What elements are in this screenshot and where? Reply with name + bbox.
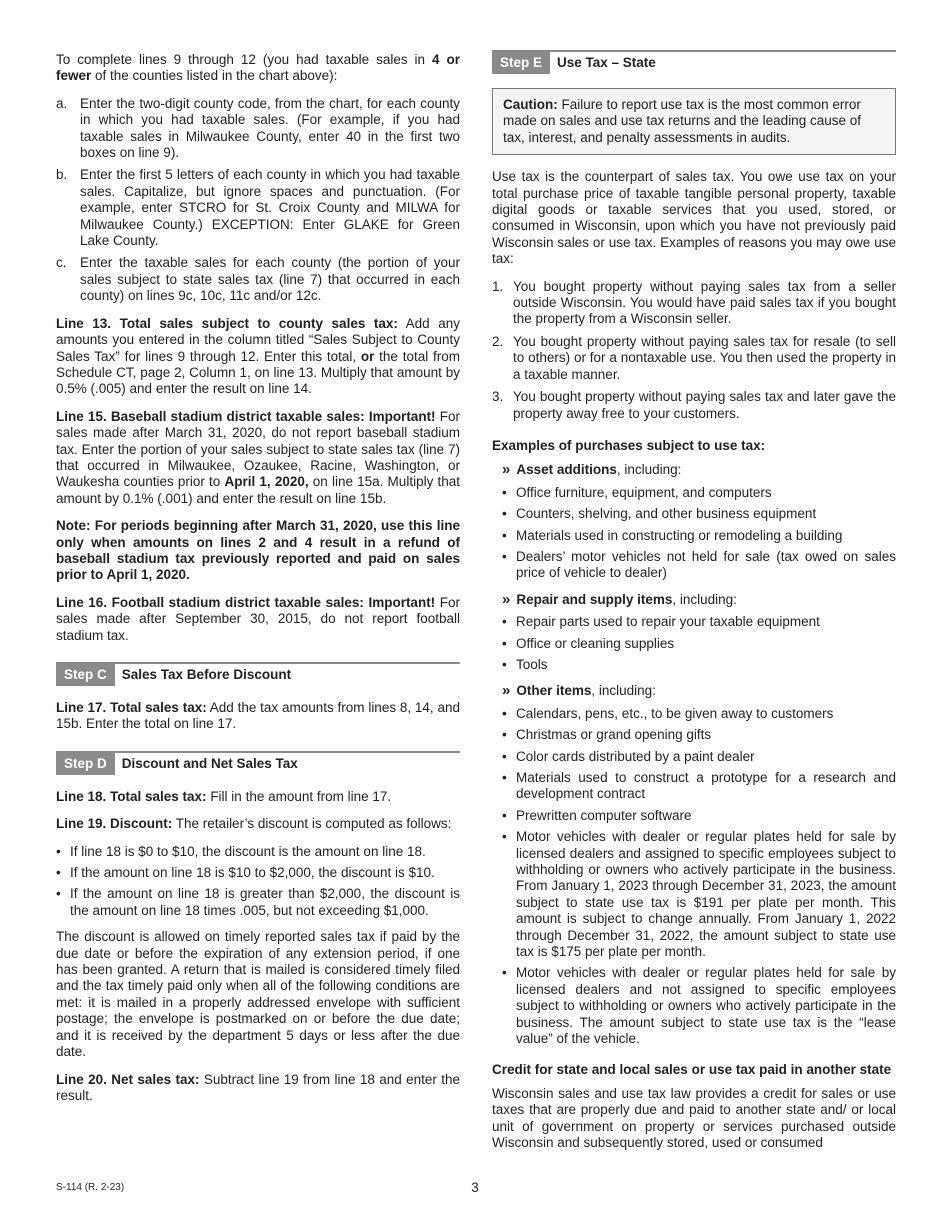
list-item: • Prewritten computer software — [502, 807, 692, 823]
note-paragraph: Note: For periods beginning after March 31, 2020, use this line only when amounts on lines 2 and 4 result in a refund of baseball stadium tax previously reported and paid on sales prior to April 1, 2020. — [56, 518, 460, 583]
list-item: • Counters, shelving, and other business equipment — [502, 506, 817, 522]
list-item: • Materials used to construct a prototype for a research and development contract — [502, 770, 896, 802]
left-column — [56, 52, 460, 1115]
line13-paragraph: Line 13. Total sales subject to county sales tax: Add any amounts you entered in the column titled “Sales Subject to County Sales Tax” for lines 9 through 12. Enter this total, or the total from Schedule CT, page 2, Column 1, on line 13. Multiply that amount by 0.5% (.005) and enter the result on line 14. — [56, 315, 460, 397]
asset-additions-list — [502, 485, 896, 582]
list-item: a. Enter the two-digit county code, from the chart, for each county in which you had taxable sales. (For example, if you had taxable sales in Milwaukee County, enter 40 in the first two boxes on line 9). — [56, 95, 460, 161]
list-item: • Tools — [502, 656, 548, 672]
step-e-header — [492, 50, 896, 74]
step-c-title: Sales Tax Before Discount — [121, 667, 292, 682]
discount-paragraph: The discount is allowed on timely reported sales tax if paid by the due date or before the expiration of any extension period, if one has been granted. A return that is mailed is considered timely filed and the tax timely paid only when all of the following conditions are met: it is mailed in a properly addressed envelope with sufficient postage; the envelope is postmarked on or before the due date; and it is received by the department 5 days or less after the due date. — [56, 929, 460, 1060]
line19-paragraph: Line 19. Discount: The retailer’s discount is computed as follows: — [56, 816, 452, 832]
list-item: c. Enter the taxable sales for each county (the portion of your sales subject to state sales tax (line 7) that occurred in each county) on lines 9c, 10c, 11c and/or 12c. — [56, 255, 460, 304]
caution-box: Caution: Failure to report use tax is the most common error made on sales and use tax returns and the leading cause of tax, interest, and penalty assessments in audits. — [492, 88, 896, 155]
raquo-icon: » — [502, 461, 511, 479]
use-tax-paragraph: Use tax is the counterpart of sales tax. You owe use tax on your total purchase price of taxable tangible personal property, taxable digital goods or taxable services that you used, stored, or consumed in Wisconsin, upon which you have not previously paid Wisconsin sales or use tax. Examples of reasons you may owe use tax: — [492, 169, 896, 267]
step-d-badge: Step D — [56, 753, 115, 775]
raquo-icon: » — [502, 590, 511, 608]
list-item: 1. You bought property without paying sales tax from a seller outside Wisconsin. You would have paid sales tax if you bought the property from a Wisconsin seller. — [492, 278, 896, 327]
list-item: • If line 18 is $0 to $10, the discount is the amount on line 18. — [56, 843, 426, 859]
list-item: 3. You bought property without paying sales tax and later gave the property away free to your customers. — [492, 389, 896, 421]
line15-paragraph: Line 15. Baseball stadium district taxable sales: Important! For sales made after March 31, 2020, do not report baseball stadium tax. Enter the portion of your sales subject to state sales tax (line 7) that occurred in Milwaukee, Ozaukee, Racine, Washington, or Waukesha counties prior to April 1, 2020, on line 15a. Multiply that amount by 0.1% (.001) and enter the result on line 15b. — [56, 408, 460, 506]
list-item: b. Enter the first 5 letters of each county in which you had taxable sales. Capitalize, but ignore spaces and punctuation. (For example, enter STCRO for St. Croix County and MILWA for Milwaukee County.) EXCEPTION: Enter GLAKE for Green Lake County. — [56, 167, 460, 249]
intro-paragraph: To complete lines 9 through 12 (you had taxable sales in 4 or fewer of the counties listed in the chart above): — [56, 52, 460, 84]
examples-heading: Examples of purchases subject to use tax: — [492, 437, 766, 453]
list-item: • Materials used in constructing or remodeling a building — [502, 527, 843, 543]
right-column — [492, 52, 896, 1163]
list-item: 2. You bought property without paying sales tax for resale (to sell to others) or for a nontaxable use. You then used the property in a taxable manner. — [492, 333, 896, 382]
list-item: • Motor vehicles with dealer or regular plates held for sale by licensed dealers and assigned to specific employees subject to withholding or owners who actively participate in the business. From January 1, 2023 through December 31, 2023, the amount subject to state use tax is $191 per plate per month. This amount is subject to change annually. From January 1, 2022 through December 31, 2022, the amount subject to state use tax is $175 per plate per month. — [502, 829, 896, 960]
other-items-heading: » Other items, including: — [502, 682, 656, 700]
repair-supply-section — [502, 592, 896, 674]
list-item: • Christmas or grand opening gifts — [502, 727, 712, 743]
step-c-header — [56, 662, 460, 686]
county-instructions-list — [56, 96, 460, 305]
other-items-section — [502, 683, 896, 1047]
list-item: • Color cards distributed by a paint dealer — [502, 748, 755, 764]
credit-heading: Credit for state and local sales or use tax paid in another state — [492, 1061, 892, 1077]
step-e-title: Use Tax – State — [557, 55, 656, 70]
repair-supply-list — [502, 614, 896, 673]
line18-paragraph: Line 18. Total sales tax: Fill in the amount from line 17. — [56, 788, 392, 804]
line16-paragraph: Line 16. Football stadium district taxable sales: Important! For sales made after September 30, 2015, do not report football stadium tax. — [56, 594, 460, 643]
list-item: • Office or cleaning supplies — [502, 635, 675, 651]
step-e-badge: Step E — [492, 52, 550, 74]
step-d-title: Discount and Net Sales Tax — [121, 755, 298, 771]
step-d-header — [56, 751, 460, 775]
repair-supply-heading: » Repair and supply items, including: — [502, 590, 737, 608]
list-item: • Calendars, pens, etc., to be given away to customers — [502, 705, 834, 721]
step-c-badge: Step C — [56, 664, 115, 686]
form-number: S-114 (R. 2-23) — [56, 1182, 125, 1193]
list-item: • Repair parts used to repair your taxable equipment — [502, 614, 820, 630]
asset-additions-heading: » Asset additions, including: — [502, 461, 682, 479]
line20-paragraph: Line 20. Net sales tax: Subtract line 19 from line 18 and enter the result. — [56, 1071, 461, 1103]
list-item: • If the amount on line 18 is $10 to $2,000, the discount is $10. — [56, 865, 435, 881]
list-item: • Office furniture, equipment, and computers — [502, 484, 772, 500]
other-items-list — [502, 706, 896, 1048]
list-item: • If the amount on line 18 is greater than $2,000, the discount is the amount on line 18 times .005, but not exceeding $1,000. — [56, 886, 460, 918]
raquo-icon: » — [502, 682, 511, 700]
line17-paragraph: Line 17. Total sales tax: Add the tax amounts from lines 8, 14, and 15b. Enter the total on line 17. — [56, 700, 461, 732]
asset-additions-section — [502, 462, 896, 581]
list-item: • Dealers’ motor vehicles not held for sale (tax owed on sales price of vehicle to dealer) — [502, 548, 896, 581]
list-item: • Motor vehicles with dealer or regular plates held for sale by licensed dealers and not assigned to specific employees subject to withholding or owners who actively participate in the business. The amount subject to state use tax is the “lease value” of the vehicle. — [502, 965, 896, 1047]
credit-paragraph: Wisconsin sales and use tax law provides a credit for sales or use taxes that are properly due and paid to another state and/ or local unit of government on property or services purchased outside Wisconsin and subsequently stored, used or consumed — [492, 1085, 896, 1151]
discount-list — [56, 844, 460, 920]
page-number: 3 — [471, 1180, 479, 1195]
use-tax-reasons-list — [492, 279, 896, 422]
